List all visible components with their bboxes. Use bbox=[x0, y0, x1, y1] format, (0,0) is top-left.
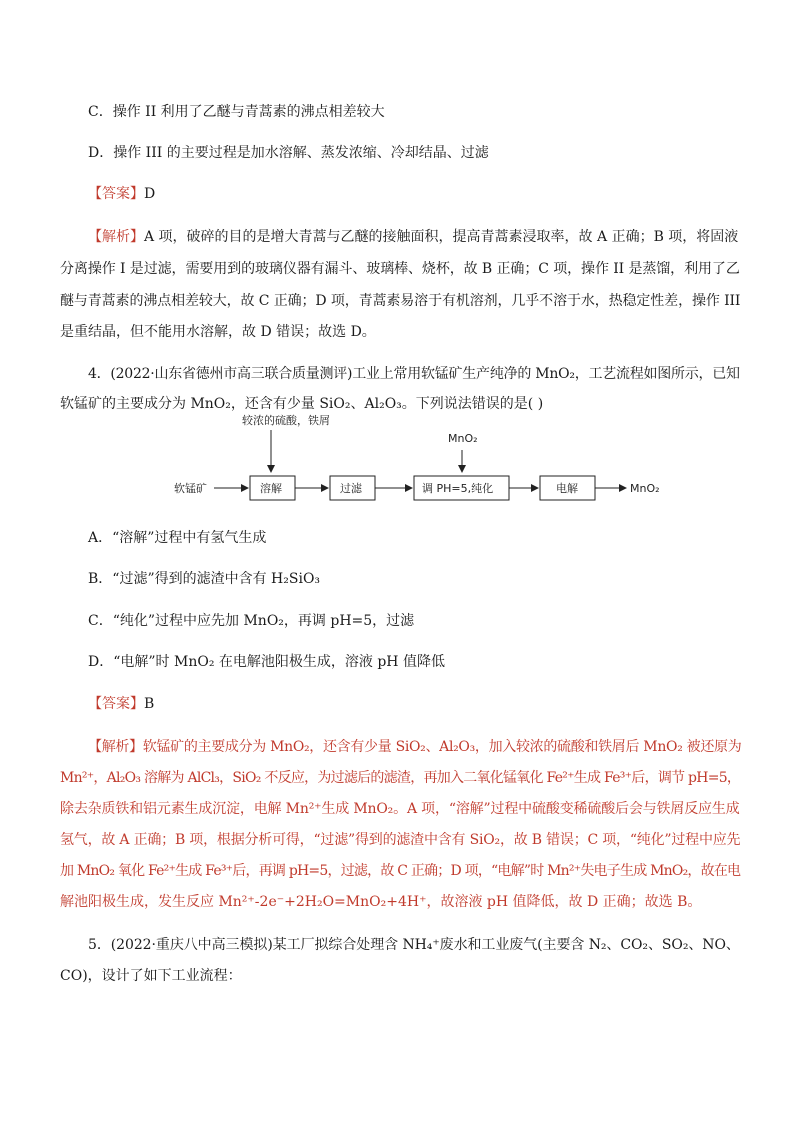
q4-stem-line-2: 软锰矿的主要成分为 MnO₂，还含有少量 SiO₂、Al₂O₃。下列说法错误的是( ) bbox=[60, 396, 544, 412]
analysis-text: 软锰矿的主要成分为 MnO₂，还含有少量 SiO₂、Al₂O₃，加入较浓的硫酸和铁屑后 MnO₂ 被还原为 bbox=[142, 739, 742, 755]
q3-analysis-line-4: 是重结晶，但不能用水溶解，故 D 错误；故选 D。 bbox=[60, 324, 376, 340]
q5-stem-line-2: CO)，设计了如下工业流程： bbox=[60, 968, 242, 984]
flow-reagent-acid: 较浓的硫酸，铁屑 bbox=[242, 414, 330, 427]
q4-analysis-line-2: Mn²⁺，Al₂O₃ 溶解为 AlCl₃，SiO₂ 不反应，为过滤后的滤渣，再加入二氧化锰氧化 Fe²⁺生成 Fe³⁺后，调节 pH=5， bbox=[60, 770, 741, 786]
q4-analysis-line-5: 加 MnO₂ 氧化 Fe²⁺生成 Fe³⁺后，再调 pH=5，过滤，故 C 正确；D 项，“电解”时 Mn²⁺失电子生成 MnO₂，故在电 bbox=[60, 863, 741, 879]
flow-step-filter: 过滤 bbox=[340, 482, 362, 495]
analysis-tag: 【解析】 bbox=[88, 229, 144, 245]
q4-analysis-line-1 bbox=[88, 737, 740, 757]
flow-step-dissolve: 溶解 bbox=[260, 482, 282, 495]
flow-step-purify: 调 PH=5,纯化 bbox=[422, 482, 494, 495]
q3-analysis-line-1 bbox=[88, 227, 740, 247]
answer-tag: 【答案】 bbox=[88, 186, 144, 202]
q3-option-c: C．操作 II 利用了乙醚与青蒿素的沸点相差较大 bbox=[88, 104, 385, 120]
q3-option-d: D．操作 III 的主要过程是加水溶解、蒸发浓缩、冷却结晶、过滤 bbox=[88, 145, 489, 161]
q4-option-a: A．“溶解”过程中有氢气生成 bbox=[88, 530, 267, 546]
q3-answer bbox=[88, 184, 740, 204]
q5-stem-line-1: 5．(2022·重庆八中高三模拟)某工厂拟综合处理含 NH₄⁺废水和工业废气(主要含 N₂、CO₂、SO₂、NO、 bbox=[88, 937, 740, 953]
analysis-text: A 项，破碎的目的是增大青蒿与乙醚的接触面积，提高青蒿素浸取率，故 A 正确；B 项，将固液 bbox=[144, 229, 739, 245]
answer-value: D bbox=[144, 186, 156, 202]
q4-option-b: B．“过滤”得到的滤渣中含有 H₂SiO₃ bbox=[88, 571, 321, 587]
q3-analysis-line-2: 分离操作 I 是过滤，需要用到的玻璃仪器有漏斗、玻璃棒、烧杯，故 B 正确；C 项，操作 II 是蒸馏，利用了乙 bbox=[60, 261, 740, 277]
q4-analysis-line-4: 氢气，故 A 正确；B 项，根据分析可得，“过滤”得到的滤渣中含有 SiO₂，故 B 错误；C 项，“纯化”过程中应先 bbox=[60, 832, 741, 848]
q4-analysis-line-6: 解池阳极生成，发生反应 Mn²⁺-2e⁻+2H₂O=MnO₂+4H⁺，故溶液 pH 值降低，故 D 正确；故选 B。 bbox=[60, 894, 702, 910]
q3-analysis-line-3: 醚与青蒿素的沸点相差较大，故 C 正确；D 项，青蒿素易溶于有机溶剂，几乎不溶于水，热稳定性差，操作 III bbox=[60, 293, 741, 309]
q4-answer bbox=[88, 694, 740, 714]
analysis-tag: 【解析】 bbox=[88, 739, 143, 755]
answer-value: B bbox=[144, 696, 155, 712]
q4-option-d: D．“电解”时 MnO₂ 在电解池阳极生成，溶液 pH 值降低 bbox=[88, 654, 445, 670]
flow-step-electrolysis: 电解 bbox=[556, 482, 578, 495]
q4-stem-line-1: 4．(2022·山东省德州市高三联合质量测评)工业上常用软锰矿生产纯净的 MnO₂，工艺流程如图所示，已知 bbox=[88, 366, 740, 382]
q4-option-c: C．“纯化”过程中应先加 MnO₂，再调 pH=5，过滤 bbox=[88, 613, 415, 629]
flow-reagent-mno2: MnO₂ bbox=[448, 432, 478, 445]
process-flow-diagram bbox=[170, 410, 670, 510]
answer-tag: 【答案】 bbox=[88, 696, 144, 712]
flow-output-label: MnO₂ bbox=[630, 482, 660, 495]
q4-analysis-line-3: 除去杂质铁和铝元素生成沉淀，电解 Mn²⁺生成 MnO₂。A 项，“溶解”过程中硫酸变稀硫酸后会与铁屑反应生成 bbox=[60, 801, 740, 817]
flow-input-label: 软锰矿 bbox=[174, 482, 207, 495]
